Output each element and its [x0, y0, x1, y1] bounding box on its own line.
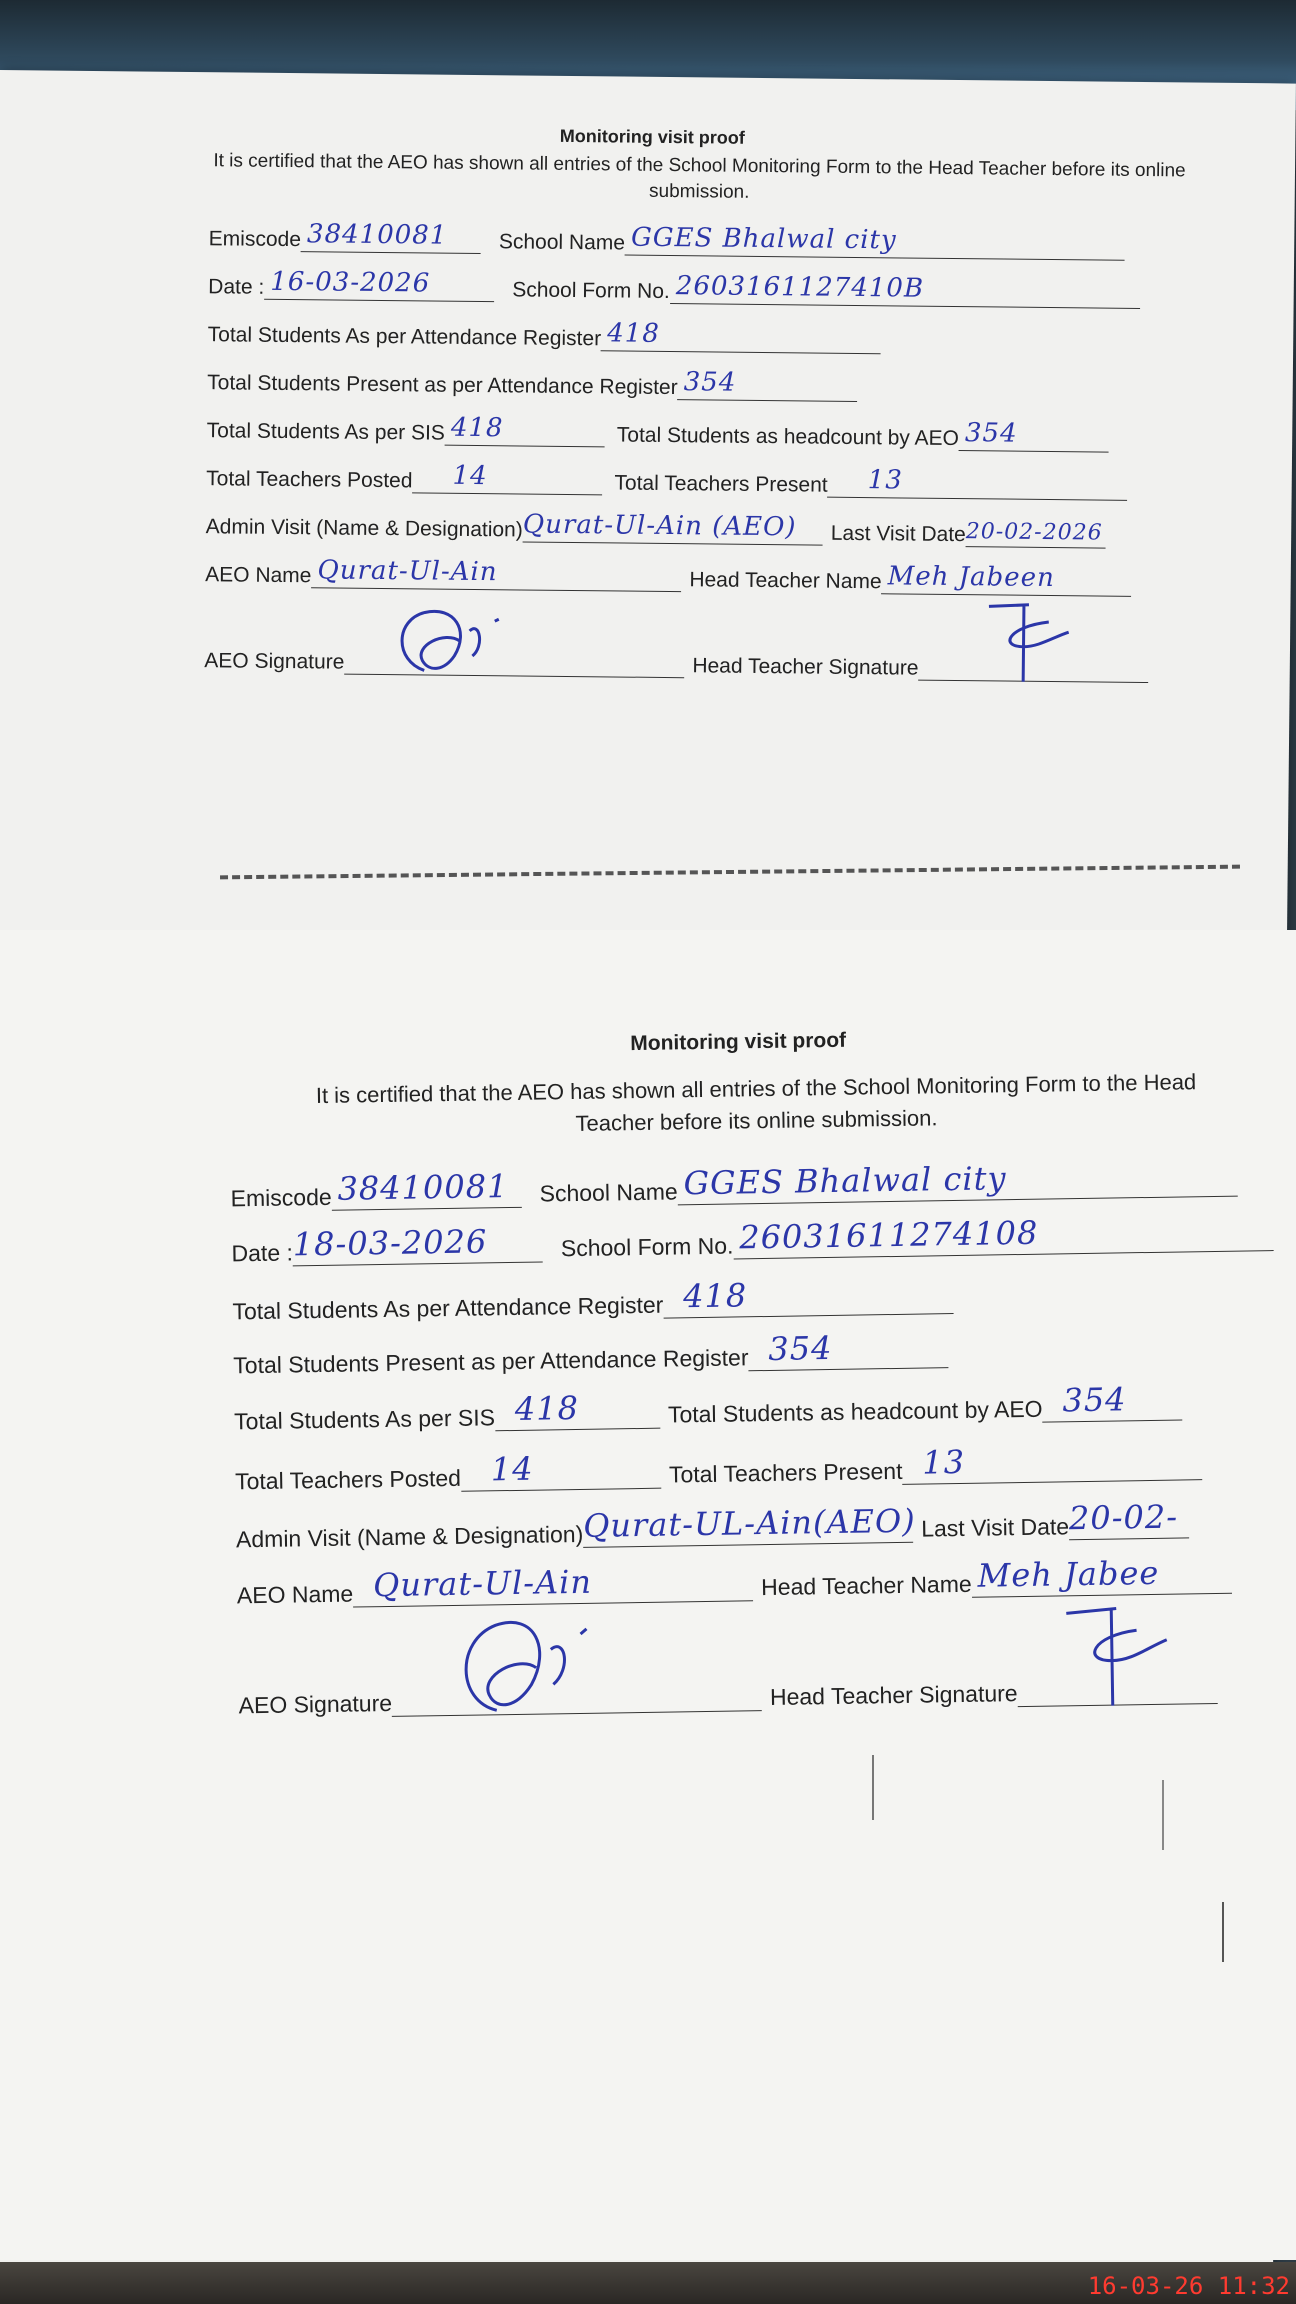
last-visit-date-label: Last Visit Date [921, 1513, 1070, 1542]
head-teacher-signature-field [1017, 1673, 1217, 1707]
form-title: Monitoring visit proof [559, 125, 745, 148]
students-sis-field [495, 1388, 660, 1432]
teachers-posted-field [412, 462, 602, 495]
paper-mark [1162, 1780, 1164, 1850]
admin-visit-label: Admin Visit (Name & Designation) [205, 515, 523, 542]
head-teacher-name-label: Head Teacher Name [689, 568, 882, 594]
school-name-label: School Name [539, 1178, 678, 1207]
students-headcount-value: 354 [964, 418, 1018, 449]
aeo-signature-mark [384, 600, 535, 682]
last-visit-date-label: Last Visit Date [830, 521, 966, 547]
date-field [292, 1222, 543, 1267]
teachers-posted-value: 14 [452, 460, 488, 492]
students-present-label: Total Students Present as per Attendance Register [207, 371, 678, 400]
head-teacher-name-label: Head Teacher Name [760, 1570, 972, 1601]
head-teacher-name-field [971, 1553, 1231, 1598]
school-form-no-value: 26031611274108 [738, 1213, 1039, 1257]
students-attendance-label: Total Students As per Attendance Register [207, 323, 602, 351]
students-sis-label: Total Students As per SIS [233, 1404, 496, 1435]
students-sis-label: Total Students As per SIS [206, 419, 445, 445]
head-teacher-signature-field [918, 650, 1148, 683]
head-teacher-name-value: Meh Jabeen [887, 561, 1055, 594]
head-teacher-name-value: Meh Jabee [977, 1553, 1160, 1595]
aeo-name-field [311, 557, 681, 592]
emiscode-label: Emiscode [208, 227, 302, 252]
students-present-value: 354 [683, 367, 737, 398]
emiscode-label: Emiscode [230, 1183, 332, 1212]
date-value: 16-03-2026 [270, 266, 431, 299]
students-headcount-value: 354 [1062, 1380, 1127, 1420]
date-field [264, 266, 494, 302]
last-visit-date-field [966, 516, 1106, 548]
teachers-present-value: 13 [867, 465, 903, 496]
school-name-label: School Name [498, 230, 626, 255]
students-attendance-label: Total Students As per Attendance Register [232, 1291, 664, 1325]
admin-visit-field [582, 1501, 916, 1548]
students-present-label: Total Students Present as per Attendance Register [233, 1344, 749, 1379]
students-sis-value: 418 [514, 1388, 580, 1428]
aeo-name-field [353, 1562, 753, 1607]
emiscode-field [331, 1167, 521, 1211]
head-teacher-signature-label: Head Teacher Signature [769, 1680, 1018, 1710]
students-attendance-value: 418 [682, 1276, 748, 1316]
students-sis-field [445, 412, 605, 448]
teachers-present-label: Total Teachers Present [614, 471, 828, 497]
students-headcount-field [1042, 1380, 1182, 1422]
teachers-present-field [902, 1442, 1202, 1485]
head-teacher-signature-mark [968, 596, 1099, 687]
school-form-no-field [670, 273, 1140, 309]
head-teacher-signature-label: Head Teacher Signature [692, 654, 919, 680]
aeo-name-label: AEO Name [205, 563, 312, 588]
paper-mark [1222, 1902, 1224, 1962]
aeo-signature-label: AEO Signature [238, 1689, 393, 1719]
teachers-present-field [828, 467, 1128, 501]
admin-visit-value: Qurat-UL-Ain(AEO) [582, 1501, 916, 1545]
admin-visit-field [523, 511, 823, 545]
admin-visit-label: Admin Visit (Name & Designation) [235, 1520, 584, 1553]
aeo-signature-mark [441, 1608, 623, 1721]
students-headcount-label: Total Students as headcount by AEO [616, 423, 960, 451]
students-present-value: 354 [768, 1328, 833, 1368]
date-label: Date : [231, 1239, 294, 1267]
emiscode-value: 38410081 [306, 219, 448, 251]
teachers-posted-field [461, 1449, 661, 1492]
students-headcount-field [959, 420, 1109, 453]
school-form-no-value: 2603161127410B [675, 271, 925, 304]
aeo-signature-field [344, 644, 684, 679]
last-visit-date-value: 20-02- [1068, 1497, 1179, 1538]
teachers-present-label: Total Teachers Present [668, 1457, 903, 1488]
last-visit-date-value: 20-02-2026 [965, 519, 1103, 546]
school-name-field [625, 222, 1125, 261]
emiscode-field [301, 221, 481, 254]
admin-visit-value: Qurat-Ul-Ain (AEO) [522, 509, 797, 543]
last-visit-date-field [1068, 1497, 1189, 1540]
paper-mark [872, 1755, 874, 1820]
certification-line-1: It is certified that the AEO has shown all entries of the School Monitoring Form to the Head [315, 1069, 1197, 1109]
camera-timestamp: 16-03-26 11:32 [1087, 2272, 1290, 2300]
aeo-signature-label: AEO Signature [204, 649, 345, 674]
emiscode-value: 38410081 [337, 1167, 509, 1208]
head-teacher-signature-mark [1046, 1599, 1198, 1711]
school-name-value: GGES Bhalwal city [630, 222, 897, 256]
school-form-no-label: School Form No. [512, 278, 670, 304]
students-headcount-label: Total Students as headcount by AEO [667, 1395, 1043, 1428]
certification-text: It is certified that the AEO has shown all entries of the School Monitoring Form to the Head Teacher before its online submission. [213, 150, 1186, 203]
school-name-value: GGES Bhalwal city [683, 1159, 1007, 1203]
certification-line-2: Teacher before its online submission. [575, 1105, 938, 1136]
students-attendance-field [601, 320, 881, 354]
teachers-present-value: 13 [922, 1442, 966, 1482]
head-teacher-name-field [881, 563, 1131, 597]
students-attendance-field [663, 1276, 953, 1319]
form-title: Monitoring visit proof [630, 1028, 847, 1056]
aeo-name-label: AEO Name [236, 1580, 354, 1609]
aeo-name-value: Qurat-Ul-Ain [317, 555, 498, 588]
date-value: 18-03-2026 [292, 1222, 488, 1264]
school-form-no-label: School Form No. [560, 1232, 734, 1262]
teachers-posted-label: Total Teachers Posted [234, 1464, 462, 1495]
students-sis-value: 418 [450, 412, 504, 444]
teachers-posted-label: Total Teachers Posted [206, 467, 413, 493]
students-present-field [748, 1328, 948, 1371]
aeo-name-value: Qurat-Ul-Ain [372, 1562, 593, 1605]
students-present-field [678, 369, 858, 402]
teachers-posted-value: 14 [490, 1449, 534, 1489]
date-label: Date : [208, 275, 265, 299]
aeo-signature-field [392, 1680, 762, 1717]
students-attendance-value: 418 [607, 318, 660, 349]
